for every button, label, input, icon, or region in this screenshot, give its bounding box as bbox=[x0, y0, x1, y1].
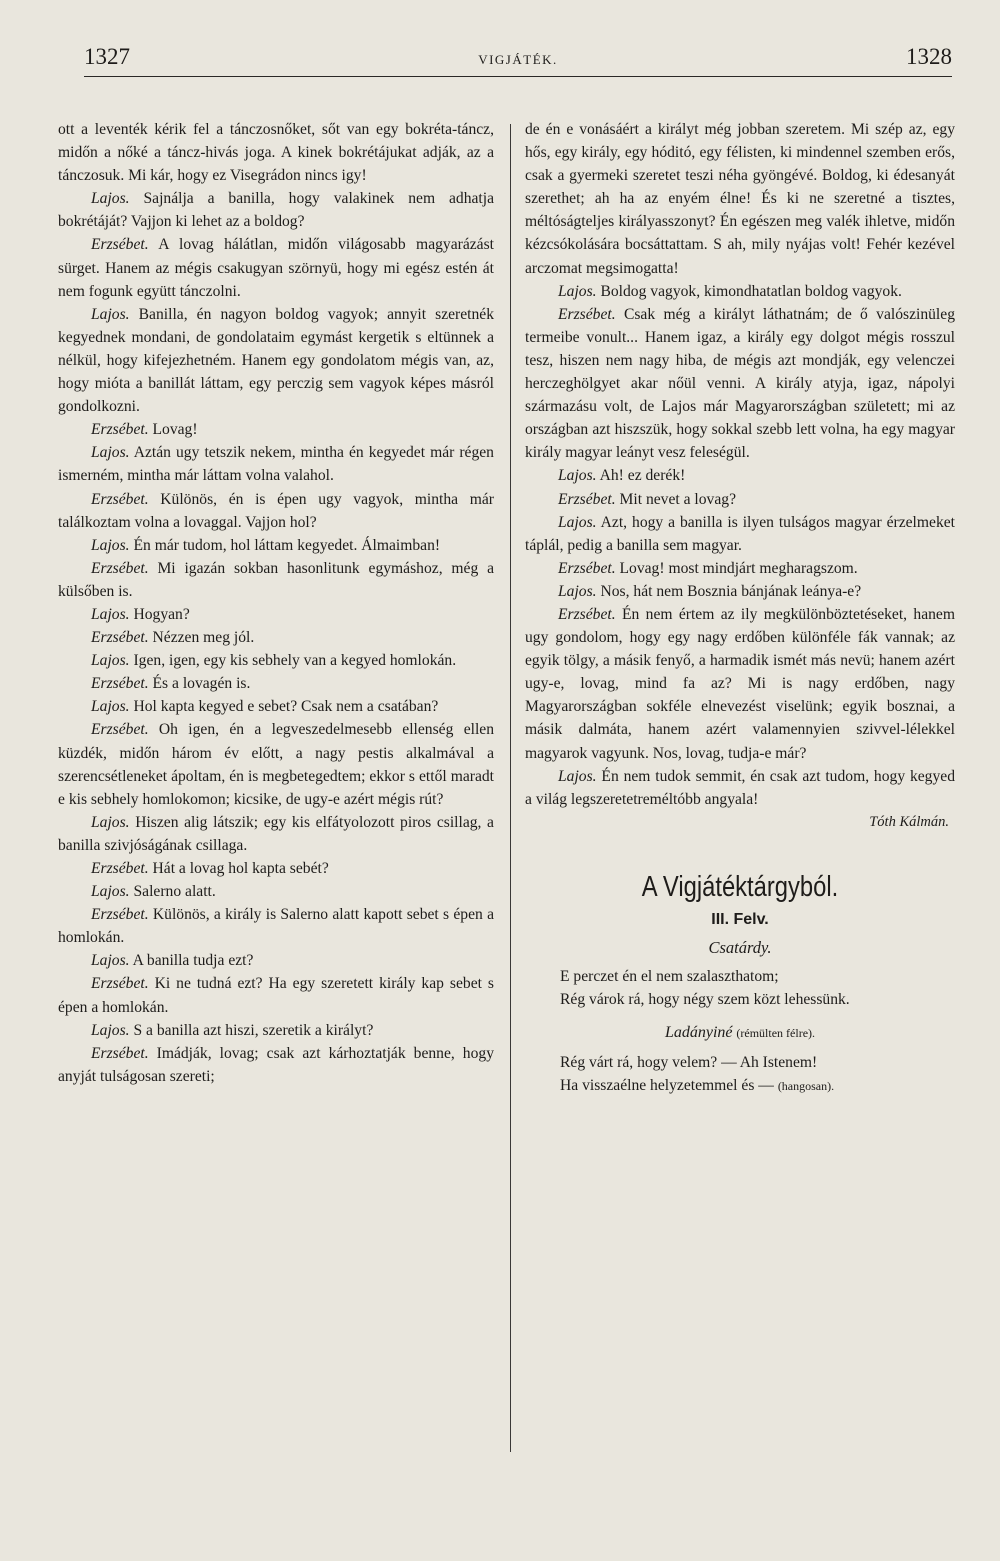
stage-direction: (hangosan). bbox=[777, 1079, 835, 1094]
verse-text: Ha visszaélne helyzetemmel és — bbox=[560, 1077, 774, 1095]
dialogue-paragraph bbox=[58, 118, 494, 187]
section-title: A Vigjátéktárgyból. bbox=[641, 870, 839, 903]
speaker-name: Erzsébet. bbox=[91, 421, 149, 439]
right-column-dialogue bbox=[525, 118, 955, 811]
speaker-name: Lajos. bbox=[91, 883, 130, 901]
speaker-name: Erzsébet. bbox=[558, 305, 616, 323]
speaker-name: Erzsébet. bbox=[558, 605, 616, 623]
dialogue-paragraph bbox=[58, 718, 494, 810]
column-divider bbox=[510, 124, 511, 1452]
speaker-name: Erzsébet. bbox=[91, 975, 149, 993]
dialogue-paragraph bbox=[58, 441, 494, 487]
dialogue-paragraph bbox=[58, 972, 494, 1018]
page-number-left: 1327 bbox=[84, 44, 130, 69]
dialogue-text: S a banilla azt hiszi, szeretik a királyt? bbox=[133, 1021, 374, 1039]
dialogue-paragraph bbox=[58, 949, 494, 972]
dialogue-text: Csak még a királyt láthatnám; de ő valószinüleg termeibe vonult... Hanem igaz, a király egy dolgot mégis rosszul tesz, hiszen nem nagy hiba, de mégis azt mondják, egy velenczei herczeghölgyet akar nőül venni. A király atyja, igaz, nápolyi származásu volt, de Lajos már Magyarországban született; mi az országban azt hiszszük, hogy sokkal szebb lett volna, ha egy magyar király magyar leányt vesz feleségül. bbox=[525, 305, 955, 462]
dialogue-paragraph bbox=[525, 511, 955, 557]
dialogue-paragraph bbox=[58, 695, 494, 718]
speaker-name: Lajos. bbox=[91, 652, 130, 670]
dialogue-text: Banilla, én nagyon boldog vagyok; annyit szeretnék kegyednek mondani, de gondolataim egymást kergetik s eltünnek a nélkül, hogy kifejezhetném. Hanem egy gondolatom mégis van, az, hogy mióta a banillát láttam, egy perczig sem vagyok képes másról gondolkozni. bbox=[58, 305, 495, 416]
speaker-name: Lajos. bbox=[91, 190, 130, 208]
verse-line bbox=[525, 1074, 955, 1098]
running-title: VIGJÁTÉK. bbox=[478, 52, 558, 67]
dialogue-paragraph bbox=[58, 626, 494, 649]
dialogue-paragraph bbox=[525, 603, 955, 765]
speaker-name: Erzsébet. bbox=[91, 629, 149, 647]
dialogue-text: Lovag! bbox=[152, 421, 198, 439]
speaker-name: Lajos. bbox=[91, 444, 130, 462]
dialogue-paragraph bbox=[58, 557, 494, 603]
dialogue-text: Hát a lovag hol kapta sebét? bbox=[152, 860, 329, 877]
dialogue-paragraph bbox=[58, 811, 494, 857]
speaker-name: Lajos. bbox=[91, 698, 130, 716]
dialogue-text: Különös, a király is Salerno alatt kapott sebet s épen a homlokán. bbox=[58, 906, 494, 947]
dialogue-text: Én nem értem az ily megkülönböztetéseket, hanem ugy gondolom, hogy egy nagy erdőben különféle fák vannak; az egyik tölgy, a másik fenyő, a harmadik ismét más nevü; hanem azért ugy-e, lovag, mind fa az? Mi is nagy erdőben, nagy Magyarországban sokféle elnevezést viselünk; egyik bosznai, a másik dalmáta, hanem azért valamennyien szivvel-lélekkel magyarok vagyunk. Nos, lovag, tudja-e már? bbox=[525, 605, 955, 762]
speaker-name: Lajos. bbox=[91, 305, 130, 323]
speaker-name: Lajos. bbox=[558, 582, 597, 600]
dialogue-text: Lovag! most mindjárt megharagszom. bbox=[619, 559, 858, 577]
dialogue-paragraph bbox=[525, 118, 955, 280]
left-column bbox=[58, 118, 494, 1088]
dialogue-paragraph bbox=[58, 1019, 494, 1042]
dialogue-text: Oh igen, én a legveszedelmesebb ellenség ellen küzdék, midőn három év előtt, a nagy pestis alkalmával a szerencsétleneket ápoltam, én is megbetegedtem; ekkor s ettől maradt e kis sebhely homlokomon; kicsike, de ugy-e azért mégis rút? bbox=[58, 721, 494, 808]
speaker-name: Lajos. bbox=[558, 282, 597, 300]
dialogue-text: Ah! ez derék! bbox=[599, 467, 686, 485]
character-name-csatardy: Csatárdy. bbox=[708, 937, 772, 957]
character-name: Ladányiné bbox=[664, 1024, 733, 1042]
speaker-name: Erzsébet. bbox=[91, 559, 149, 577]
dialogue-text: Nézzen meg jól. bbox=[152, 629, 255, 647]
dialogue-text: Nos, hát nem Bosznia bánjának leánya-e? bbox=[600, 582, 862, 600]
section-subtitle: III. Felv. bbox=[711, 910, 769, 928]
speaker-name: Erzsébet. bbox=[91, 860, 149, 877]
dialogue-paragraph bbox=[58, 418, 494, 441]
dialogue-text: Én nem tudok semmit, én csak azt tudom, hogy kegyed a világ legszeretetreméltóbb angyala! bbox=[525, 767, 955, 808]
speaker-name: Lajos. bbox=[558, 513, 597, 531]
dialogue-paragraph bbox=[525, 580, 955, 603]
dialogue-text: A lovag hálátlan, midőn világosabb magyarázást sürget. Hanem az mégis csakugyan szörnyü, hogy mi egész estén át nem fogunk együtt tánczolni. bbox=[58, 236, 494, 300]
verse-line: Rég várt rá, hogy velem? — Ah Istenem! bbox=[560, 1054, 818, 1072]
speaker-name: Lajos. bbox=[91, 1021, 130, 1039]
dialogue-text: Sajnálja a banilla, hogy valakinek nem adhatja bokrétáját? Vajjon ki lehet az a boldog? bbox=[58, 190, 494, 231]
dialogue-text: Mit nevet a lovag? bbox=[619, 490, 736, 508]
dialogue-text: És a lovagén is. bbox=[152, 675, 251, 693]
page-number-right: 1328 bbox=[906, 44, 952, 69]
speaker-name: Lajos. bbox=[91, 536, 130, 554]
dialogue-text: Hol kapta kegyed e sebet? Csak nem a csatában? bbox=[133, 698, 439, 716]
dialogue-text: Hiszen alig látszik; egy kis elfátyolozott piros csillag, a banilla szivjóságának csillaga. bbox=[58, 813, 494, 854]
dialogue-paragraph bbox=[58, 303, 494, 418]
dialogue-text: ott a leventék kérik fel a tánczosnőket, sőt van egy bokréta-táncz, midőn a nőké a táncz-hivás joga. A kinek bokrétájukat adják, az a tánczosuk. Mi kár, hogy ez Visegrádon nincs igy! bbox=[58, 121, 494, 185]
dialogue-text: Imádják, lovag; csak azt kárhoztatják benne, hogy anyját tulságosan szereti; bbox=[58, 1044, 494, 1085]
speaker-name: Lajos. bbox=[91, 952, 130, 970]
dialogue-paragraph bbox=[58, 672, 494, 695]
dialogue-paragraph bbox=[525, 488, 955, 511]
dialogue-paragraph bbox=[525, 280, 955, 303]
dialogue-paragraph bbox=[58, 649, 494, 672]
speaker-name: Lajos. bbox=[91, 605, 130, 623]
dialogue-paragraph bbox=[58, 1042, 494, 1088]
right-column bbox=[525, 118, 955, 1098]
speaker-name: Lajos. bbox=[558, 467, 597, 485]
dialogue-text: Boldog vagyok, kimondhatatlan boldog vagyok. bbox=[600, 282, 902, 300]
dialogue-text: Én már tudom, hol láttam kegyedet. Álmaimban! bbox=[133, 536, 441, 554]
dialogue-text: Aztán ugy tetszik nekem, mintha én kegyedet már régen ismerném, mintha már láttam volna valahol. bbox=[58, 444, 494, 485]
dialogue-text: Azt, hogy a banilla is ilyen tulságos magyar érzelmeket táplál, pedig a banilla sem magyar. bbox=[525, 513, 955, 554]
stage-direction: (rémülten félre). bbox=[736, 1026, 816, 1041]
dialogue-paragraph bbox=[58, 534, 494, 557]
dialogue-paragraph bbox=[58, 603, 494, 626]
speaker-name: Erzsébet. bbox=[91, 906, 149, 924]
speaker-name: Erzsébet. bbox=[91, 236, 149, 254]
dialogue-paragraph bbox=[525, 464, 955, 487]
speaker-name: Erzsébet. bbox=[558, 559, 616, 577]
verse-line: E perczet én el nem szalaszthatom; bbox=[560, 968, 779, 985]
speaker-name: Erzsébet. bbox=[91, 721, 149, 739]
dialogue-paragraph bbox=[58, 187, 494, 233]
dialogue-text: A banilla tudja ezt? bbox=[132, 952, 254, 970]
speaker-name: Erzsébet. bbox=[558, 490, 616, 508]
speaker-name: Lajos. bbox=[91, 813, 130, 831]
dialogue-text: Salerno alatt. bbox=[133, 883, 216, 901]
verse-line: Rég várok rá, hogy négy szem közt lehessünk. bbox=[560, 991, 850, 1009]
dialogue-text: Hogyan? bbox=[133, 605, 190, 623]
dialogue-paragraph bbox=[58, 880, 494, 903]
dialogue-paragraph bbox=[525, 557, 955, 580]
dialogue-paragraph bbox=[58, 857, 494, 880]
speaker-name: Erzsébet. bbox=[91, 490, 149, 508]
speaker-name: Lajos. bbox=[558, 767, 597, 785]
dialogue-text: Különös, én is épen ugy vagyok, mintha már találkoztam volna a lovaggal. Vajjon hol? bbox=[58, 490, 494, 531]
dialogue-text: Mi igazán sokban hasonlitunk egymáshoz, még a külsőben is. bbox=[58, 559, 494, 600]
dialogue-paragraph bbox=[525, 765, 955, 811]
dialogue-paragraph bbox=[525, 303, 955, 465]
dialogue-paragraph bbox=[58, 233, 494, 302]
dialogue-text: de én e vonásáért a királyt még jobban szeretem. Mi szép az, egy hős, egy király, egy hóditó, egy félisten, ki mindennel szemben erős, csak a gyermeki szeretet teszi néha gyöngévé. Boldog, ki édesanyát szerethet; ah ha az enyém élne! És ki ne szeretné a tisztes, méltóságteljes királyasszonyt? Én egészen meg valék ihletve, midőn kézcsókolására bocsáttattam. S ah, mily nyájas volt! Fehér kezével arczomat megsimogatta! bbox=[525, 121, 955, 277]
dialogue-text: Ki ne tudná ezt? Ha egy szeretett király kap sebet s épen a homlokán. bbox=[58, 975, 494, 1016]
speaker-name: Erzsébet. bbox=[91, 675, 149, 693]
character-name-ladanyine bbox=[525, 1021, 955, 1045]
dialogue-paragraph bbox=[58, 488, 494, 534]
speaker-name: Erzsébet. bbox=[91, 1044, 149, 1062]
running-header bbox=[84, 44, 952, 77]
author-signature: Tóth Kálmán. bbox=[869, 813, 949, 830]
dialogue-text: Igen, igen, egy kis sebhely van a kegyed homlokán. bbox=[133, 652, 457, 670]
dialogue-paragraph bbox=[58, 903, 494, 949]
